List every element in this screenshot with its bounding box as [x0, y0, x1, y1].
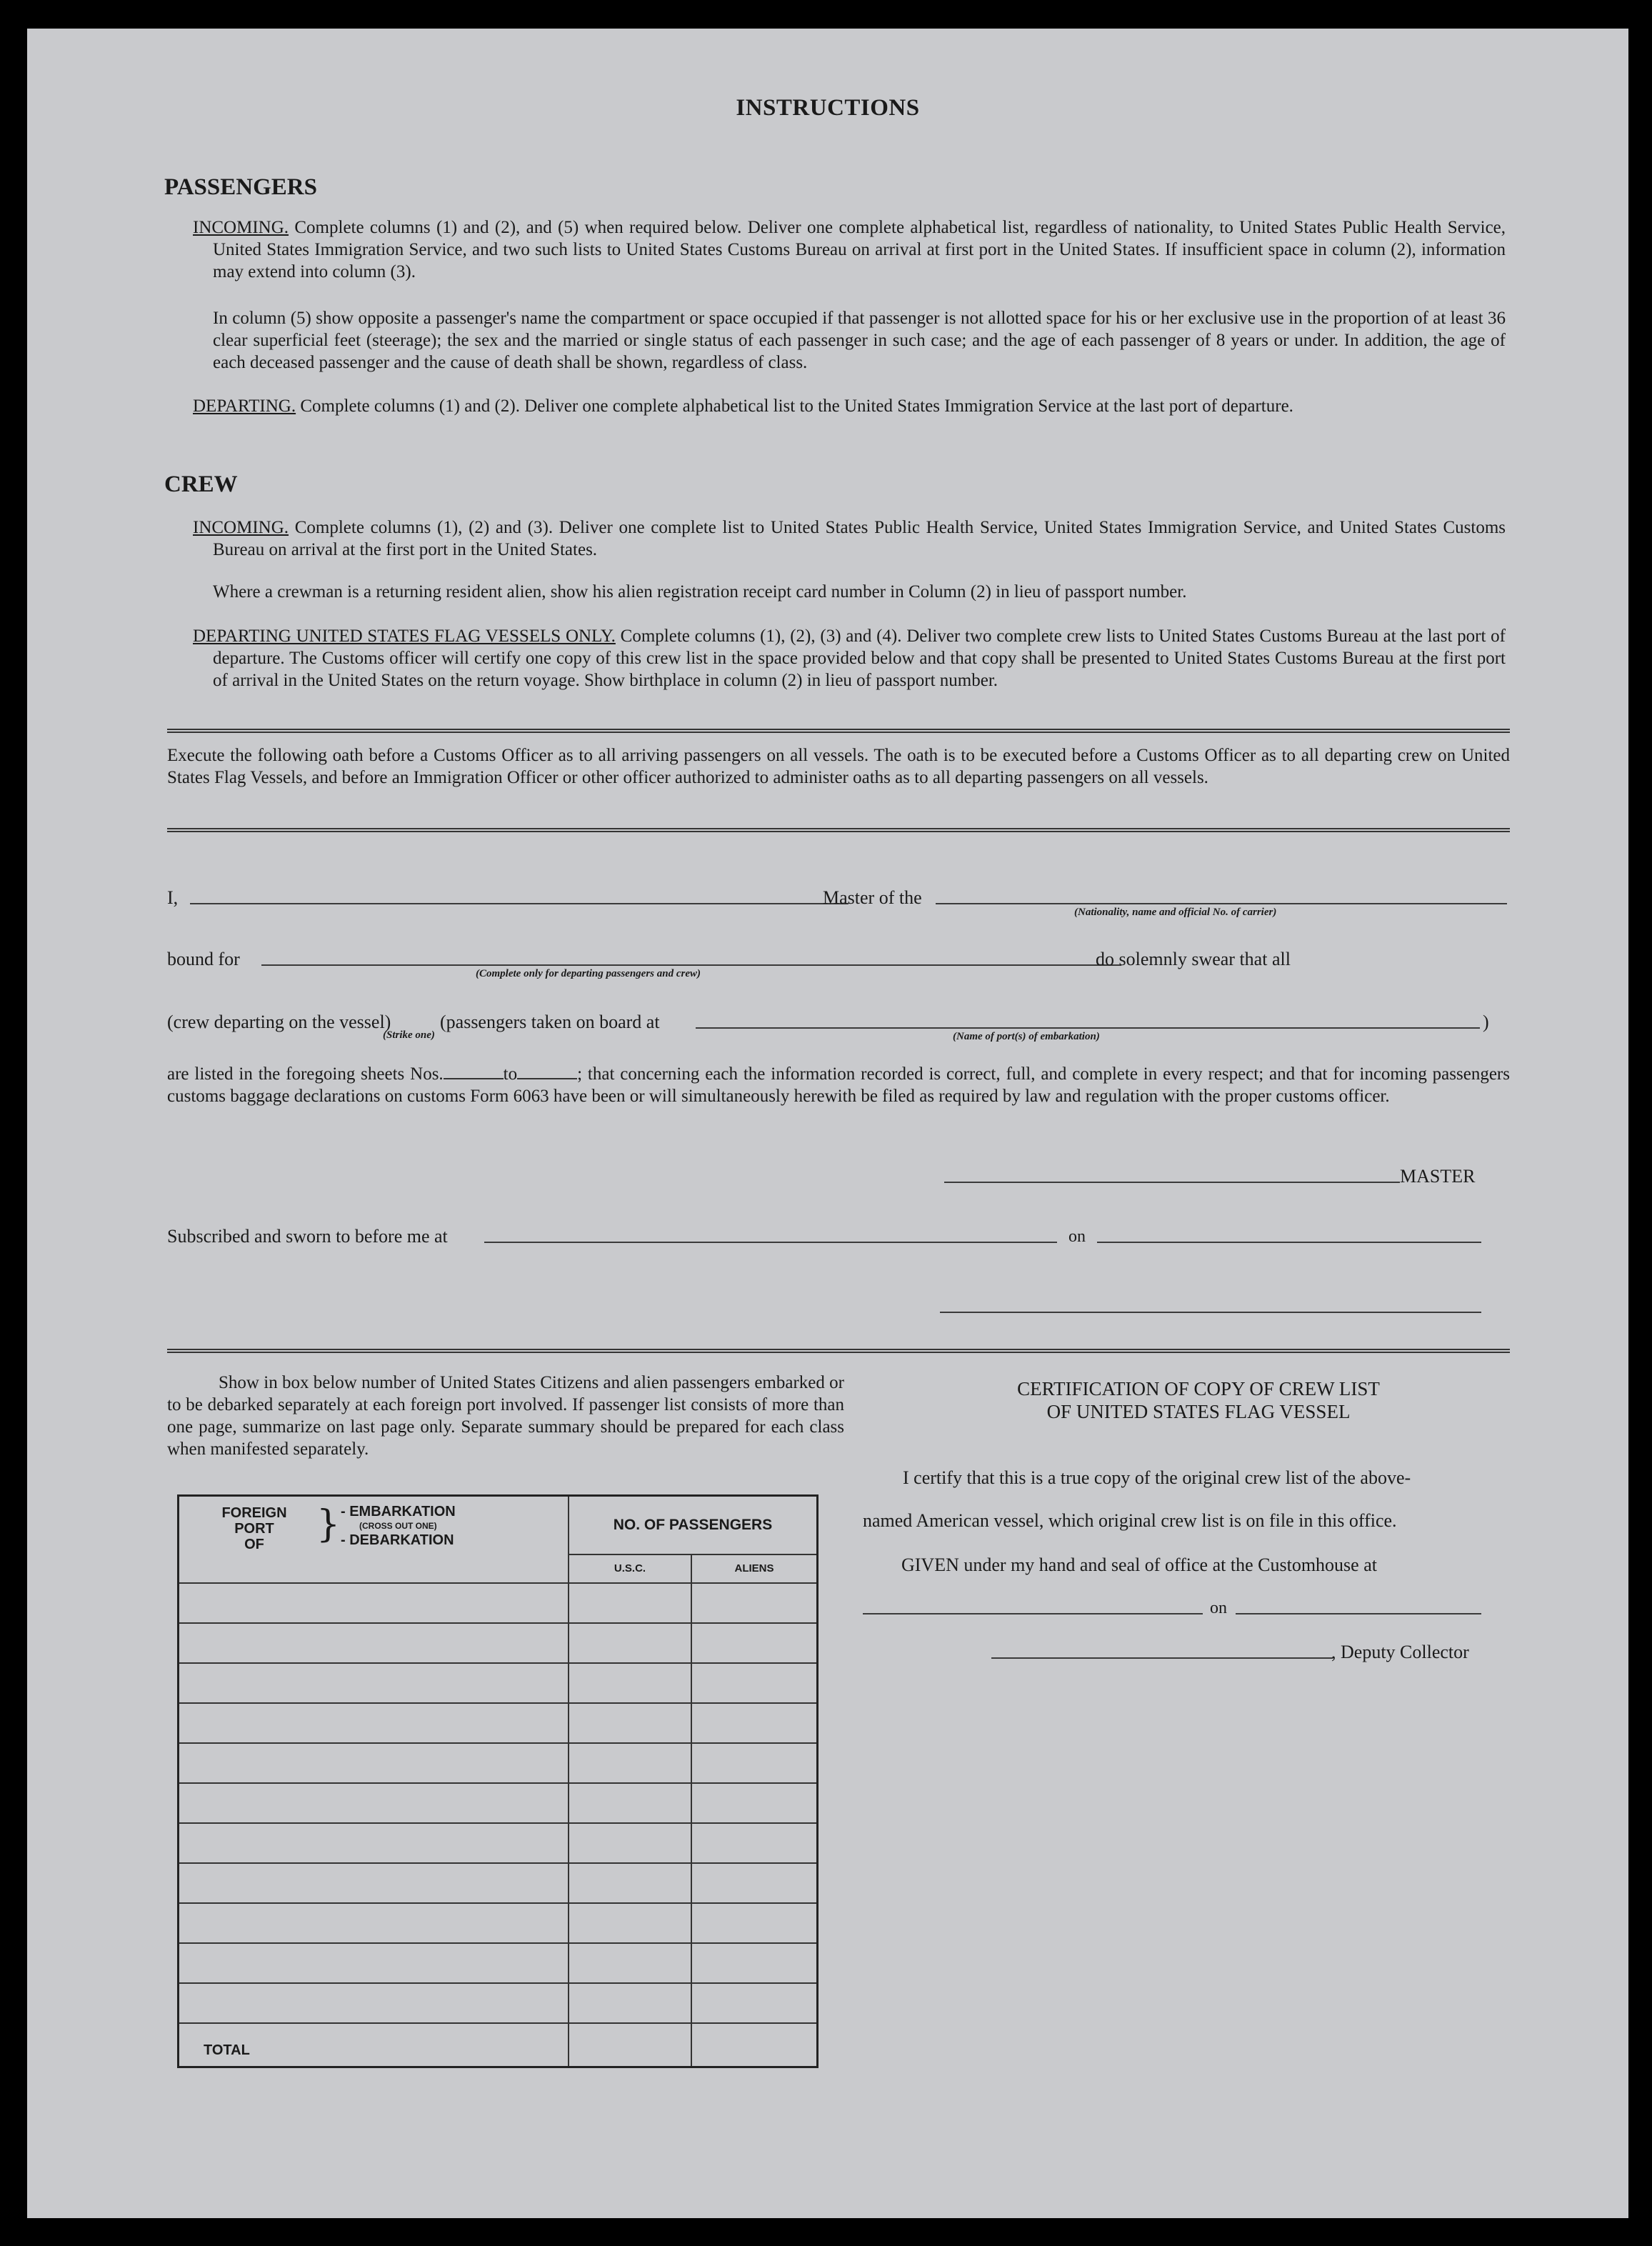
- usc-cell[interactable]: [569, 1623, 691, 1663]
- name-of-ports-caption: (Name of port(s) of embarkation): [953, 1031, 1100, 1042]
- to-label: to: [503, 1064, 518, 1084]
- officer-signature-line[interactable]: [940, 1312, 1481, 1313]
- page-title: INSTRUCTIONS: [736, 95, 920, 121]
- port-cell[interactable]: [179, 1783, 569, 1823]
- crew-incoming-label: INCOMING.: [193, 518, 289, 537]
- aliens-cell[interactable]: [691, 1863, 818, 1903]
- port-cell[interactable]: [179, 1823, 569, 1863]
- usc-cell[interactable]: [569, 1743, 691, 1783]
- port-cell[interactable]: [179, 1703, 569, 1743]
- master-label: MASTER: [1400, 1166, 1476, 1187]
- table-row: [179, 1663, 818, 1703]
- passengers-incoming-text: Complete columns (1) and (2), and (5) when required below. Deliver one complete alphabetical list, regardless of nationality, to United States Public Health Service, United States Immigration Service, and two such lists to United States Customs Bureau on arrival at first port in the United States. If insufficient space in column (2), information may extend into column (3).: [213, 218, 1506, 281]
- certify-line2: named American vessel, which original crew list is on file in this office.: [863, 1510, 1397, 1531]
- passengers-heading: PASSENGERS: [164, 174, 317, 200]
- crew-departing-text: Complete columns (1), (2), (3) and (4). Deliver two complete crew lists to United States Customs Bureau at the last port of departure. The Customs officer will certify one copy of this crew list in the space provided below and that copy shall be presented to United States Customs Bureau at the first port of arrival in the United States on the return voyage. Show birthplace in column (2) in lieu of passport number.: [213, 627, 1506, 690]
- foreign-port-of-label: [208, 1505, 301, 1552]
- given-text: GIVEN under my hand and seal of office at the Customhouse at: [901, 1554, 1377, 1575]
- port-cell[interactable]: [179, 1943, 569, 1983]
- master-signature-line[interactable]: [944, 1182, 1400, 1183]
- passengers-departing-paragraph: [193, 395, 1506, 417]
- total-label: TOTAL: [179, 2023, 569, 2067]
- usc-cell[interactable]: [569, 1983, 691, 2023]
- crew-departing-label: DEPARTING UNITED STATES FLAG VESSELS ONLY.: [193, 627, 616, 646]
- table-row: [179, 1703, 818, 1743]
- usc-cell[interactable]: [569, 1783, 691, 1823]
- table-row: [179, 1743, 818, 1783]
- aliens-cell[interactable]: [691, 1583, 818, 1623]
- cert-date-line[interactable]: [1236, 1613, 1481, 1614]
- passengers-incoming-label: INCOMING.: [193, 218, 289, 237]
- port-cell[interactable]: [179, 1663, 569, 1703]
- usc-cell[interactable]: [569, 1863, 691, 1903]
- crew-departing-paragraph: [193, 625, 1506, 692]
- summary-instructions: Show in box below number of United States Citizens and alien passengers embarked or to be debarked separately at each foreign port involved. If passenger list consists of more than one page, summarize on last page only. Separate summary should be prepared for each class when manifested separately.: [167, 1373, 844, 1459]
- strike-one-caption: (Strike one): [383, 1029, 435, 1041]
- close-paren: ): [1483, 1012, 1489, 1032]
- port-cell[interactable]: [179, 1983, 569, 2023]
- crew-returning-paragraph: Where a crewman is a returning resident alien, show his alien registration receipt card number in Column (2) in lieu of passport number.: [213, 582, 1187, 602]
- crew-incoming-text: Complete columns (1), (2) and (3). Deliver one complete list to United States Public Health Service, United States Immigration Service, and United States Customs Bureau on arrival at the first port in the United States.: [213, 518, 1506, 559]
- passengers-departing-label: DEPARTING.: [193, 396, 296, 416]
- brace-glyph: }: [316, 1503, 341, 1546]
- section-divider: [167, 1349, 1510, 1353]
- of-text: OF: [244, 1537, 264, 1552]
- table-row: [179, 1863, 818, 1903]
- usc-cell[interactable]: [569, 1663, 691, 1703]
- aliens-header: ALIENS: [691, 1554, 818, 1583]
- deputy-collector-label: , Deputy Collector: [1331, 1642, 1469, 1662]
- do-solemnly-text: do solemnly swear that all: [1096, 949, 1291, 969]
- certification-title: [884, 1377, 1513, 1423]
- total-aliens-cell[interactable]: [691, 2023, 818, 2067]
- certification-title-line2: OF UNITED STATES FLAG VESSEL: [1046, 1401, 1351, 1422]
- port-cell[interactable]: [179, 1583, 569, 1623]
- certification-title-line1: CERTIFICATION OF COPY OF CREW LIST: [1017, 1378, 1380, 1399]
- foreign-text: FOREIGN: [221, 1505, 287, 1521]
- usc-cell[interactable]: [569, 1903, 691, 1943]
- carrier-line[interactable]: [936, 903, 1507, 904]
- aliens-cell[interactable]: [691, 1823, 818, 1863]
- total-usc-cell[interactable]: [569, 2023, 691, 2067]
- certify-line1: I certify that this is a true copy of the original crew list of the above-: [903, 1467, 1411, 1488]
- port-cell[interactable]: [179, 1903, 569, 1943]
- port-cell[interactable]: [179, 1863, 569, 1903]
- listed-rest: ; that concerning each the information recorded is correct, full, and complete in every respect; and that for incoming passengers customs baggage declarations on customs Form 6063 have been or will simultaneously herewith be filed as required by law and regulation with the proper customs officer.: [167, 1064, 1510, 1106]
- port-cell[interactable]: [179, 1743, 569, 1783]
- passengers-departing-text: Complete columns (1) and (2). Deliver one complete alphabetical list to the United States Immigration Service at the last port of departure.: [300, 396, 1293, 416]
- complete-only-caption: (Complete only for departing passengers and crew): [476, 968, 701, 979]
- passenger-summary-table: [177, 1494, 819, 2068]
- aliens-cell[interactable]: [691, 1783, 818, 1823]
- cert-on-label: on: [1210, 1599, 1227, 1617]
- crew-heading: CREW: [164, 471, 238, 497]
- usc-cell[interactable]: [569, 1703, 691, 1743]
- customhouse-line[interactable]: [863, 1613, 1203, 1614]
- section-divider: [167, 828, 1510, 832]
- subscribed-label: Subscribed and sworn to before me at: [167, 1226, 448, 1247]
- aliens-cell[interactable]: [691, 1663, 818, 1703]
- table-row: [179, 1783, 818, 1823]
- on-label: on: [1068, 1227, 1086, 1246]
- embarkation-port-line[interactable]: [696, 1027, 1480, 1029]
- usc-cell[interactable]: [569, 1583, 691, 1623]
- sheet-from-line[interactable]: [444, 1065, 504, 1079]
- aliens-cell[interactable]: [691, 1943, 818, 1983]
- oath-i-label: I,: [167, 887, 179, 908]
- debarkation-label: - DEBARKATION: [341, 1532, 454, 1548]
- bound-for-line[interactable]: [261, 964, 1121, 966]
- passengers-taken-option: (passengers taken on board at: [440, 1012, 660, 1032]
- aliens-cell[interactable]: [691, 1703, 818, 1743]
- passengers-column5-paragraph: In column (5) show opposite a passenger's name the compartment or space occupied if that passenger is not allotted space for his or her exclusive use in the proportion of at least 36 clear superficial feet (steerage); the sex and the married or single status of each passenger in such case; and the age of each passenger of 8 years or under. In addition, the age of each deceased passenger and the cause of death shall be shown, regardless of class.: [213, 309, 1506, 372]
- deputy-signature-line[interactable]: [991, 1657, 1333, 1659]
- subscribed-date-line[interactable]: [1097, 1242, 1481, 1243]
- port-header-cell: [179, 1496, 569, 1583]
- usc-header: U.S.C.: [569, 1554, 691, 1583]
- bound-for-label: bound for: [167, 949, 240, 969]
- aliens-cell[interactable]: [691, 1903, 818, 1943]
- port-cell[interactable]: [179, 1623, 569, 1663]
- nationality-caption: (Nationality, name and official No. of carrier): [1074, 907, 1277, 918]
- summary-rows: [179, 1583, 818, 2023]
- no-of-passengers-header: NO. OF PASSENGERS: [569, 1496, 818, 1554]
- table-row: [179, 1983, 818, 2023]
- oath-instruction: Execute the following oath before a Customs Officer as to all arriving passengers on all vessels. The oath is to be executed before a Customs Officer as to all departing crew on United States Flag Vessels, and before an Immigration Officer or other officer authorized to administer oaths as to all departing passengers on all vessels.: [167, 746, 1510, 787]
- sheet-to-line[interactable]: [517, 1065, 577, 1079]
- table-row: [179, 1943, 818, 1983]
- section-divider: [167, 729, 1510, 733]
- usc-cell[interactable]: [569, 1823, 691, 1863]
- passengers-incoming-paragraph: [193, 216, 1506, 283]
- usc-cell[interactable]: [569, 1943, 691, 1983]
- table-row: [179, 1903, 818, 1943]
- form-sheet: [27, 29, 1628, 2218]
- aliens-cell[interactable]: [691, 1983, 818, 2023]
- table-row: [179, 1823, 818, 1863]
- master-of-the-label: Master of the: [823, 887, 922, 908]
- table-row: [179, 1623, 818, 1663]
- cross-out-one-label: (CROSS OUT ONE): [359, 1521, 437, 1531]
- aliens-cell[interactable]: [691, 1743, 818, 1783]
- port-text: PORT: [234, 1521, 274, 1537]
- table-row: [179, 1583, 818, 1623]
- listed-paragraph: [167, 1063, 1510, 1107]
- listed-prefix: are listed in the foregoing sheets Nos.: [167, 1064, 444, 1084]
- master-name-line[interactable]: [190, 903, 848, 904]
- crew-departing-option: (crew departing on the vessel): [167, 1012, 391, 1032]
- embarkation-label: - EMBARKATION: [341, 1504, 456, 1519]
- subscribed-place-line[interactable]: [484, 1242, 1057, 1243]
- crew-incoming-paragraph: [193, 516, 1506, 561]
- aliens-cell[interactable]: [691, 1623, 818, 1663]
